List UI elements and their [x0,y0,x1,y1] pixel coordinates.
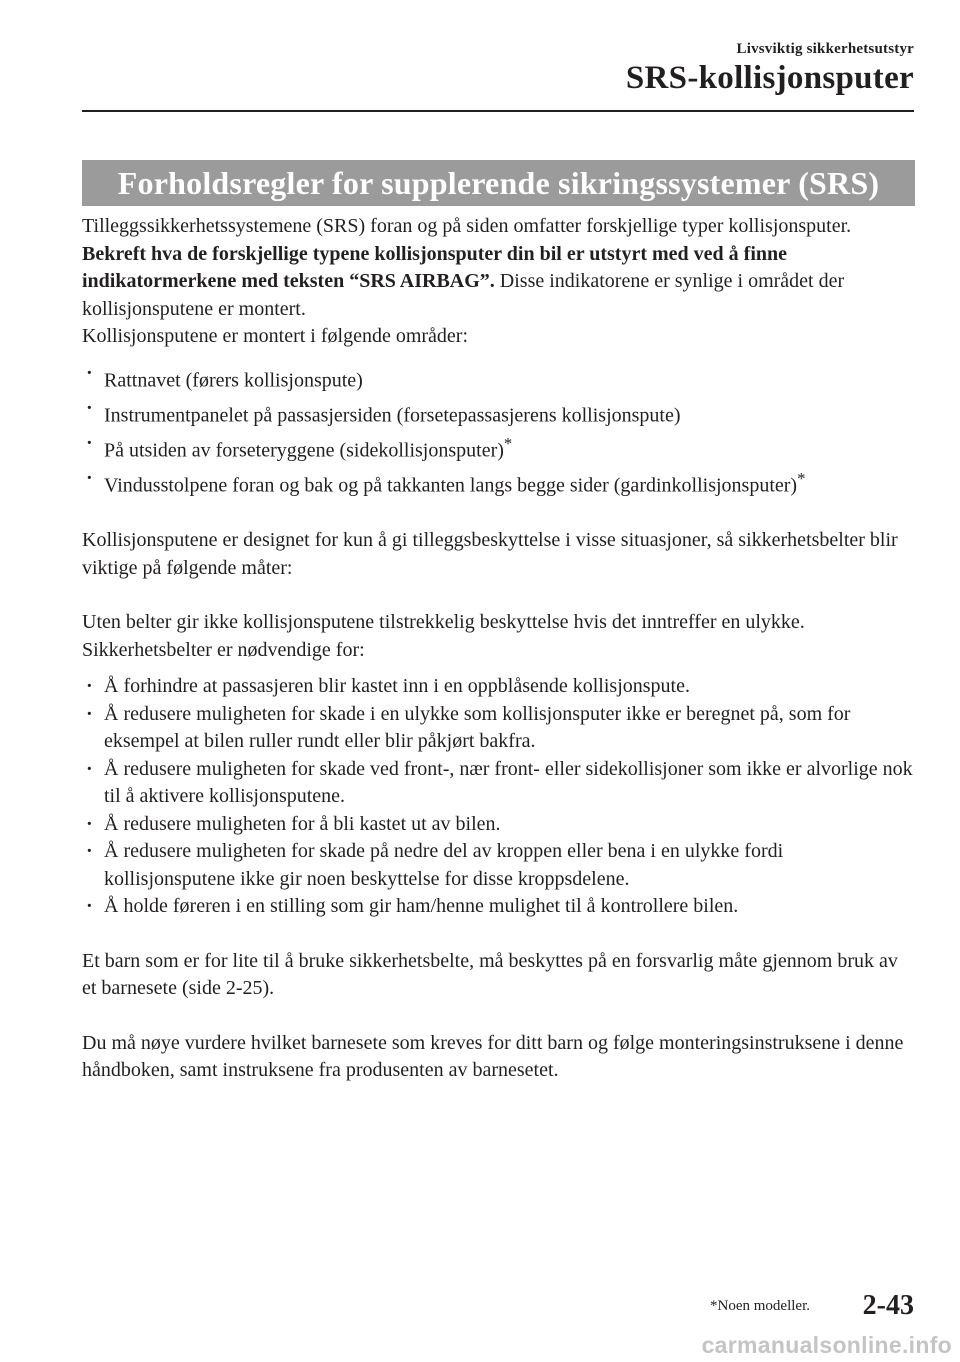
footnote-mark: * [797,468,806,488]
belt-reasons-list [82,673,916,921]
list-item: · Å redusere muligheten for skade i en ulykke som kollisjonsputer ikke er beregnet på, som for eksempel at bilen ruller rundt eller blir påkjørt bakfra. [82,701,916,756]
list-item: · Vindusstolpene foran og bak og på takkanten langs begge sider (gardinkollisjonsputer)* [82,465,916,500]
list-item: · På utsiden av forseteryggene (sidekollisjonsputer)* [82,430,916,465]
designed-paragraph: Kollisjonsputene er designet for kun å gi tilleggsbeskyttelse i visse situasjoner, så sikkerhetsbelter blir viktige på følgende måter: [82,529,898,579]
section-label: Livsviktig sikkerhetsutstyr [736,41,914,57]
list-item: · Å holde føreren i en stilling som gir ham/henne mulighet til å kontrollere bilen. [82,893,916,921]
footnote: *Noen modeller. [710,1298,810,1314]
airbag-locations-list [82,360,916,501]
child-paragraph: Et barn som er for lite til å bruke sikkerhetsbelte, må beskyttes på en forsvarlig måte gjennom bruk av et barnesete (side 2-25). [82,949,898,1000]
list-item: · Rattnavet (førers kollisjonspute) [82,360,916,395]
spacer [82,664,916,673]
list-item: · Instrumentpanelet på passasjersiden (forsetepassasjerens kollisjonspute) [82,395,916,430]
footnote-mark: * [503,433,513,453]
page-number: 2-43 [862,1290,914,1321]
list-item: · Å redusere muligheten for å bli kastet ut av bilen. [82,811,916,839]
spacer [82,500,916,527]
spacer [82,1003,916,1030]
intro-locations-line: Kollisjonsputene er montert i følgende områder: [82,325,469,347]
intro-paragraph [82,213,916,323]
spacer [82,921,916,948]
spacer [82,582,916,609]
child-seat-paragraph: Du må nøye vurdere hvilket barnesete som kreves for ditt barn og følge monteringsinstruksene i denne håndboken, samt instruksene fra produsenten av barnesetet. [82,1031,904,1082]
watermark: carmanualsonline.info [701,1332,952,1358]
page-content [82,213,916,1085]
list-item: · Å redusere muligheten for skade på nedre del av kroppen eller bena i en ulykke fordi kollisjonsputene ikke gir noen beskyttelse for disse kroppsdelene. [82,838,916,893]
list-item: · Å redusere muligheten for skade ved front-, nær front- eller sidekollisjoner som ikke er alvorlige nok til å aktivere kollisjonsputene. [82,756,916,811]
intro-text-1: Tilleggssikkerhetssystemene (SRS) foran og på siden omfatter forskjellige typer kollisjonsputer. [82,215,852,237]
spacer [82,351,916,360]
belts-needed-line: Sikkerhetsbelter er nødvendige for: [82,638,365,661]
section-banner: Forholdsregler for supplerende sikringssystemer (SRS) [82,160,915,206]
without-belts-line: Uten belter gir ikke kollisjonsputene tilstrekkelig beskyttelse hvis det inntreffer en ulykke. [82,611,805,634]
page-title: SRS-kollisjonsputer [625,60,914,96]
intro-bold-text: Bekreft hva de forskjellige typene kollisjonsputer din bil er utstyrt med ved å finne indikatormerkene med teksten “SRS AIRBAG”. [82,242,787,292]
list-item: · Å forhindre at passasjeren blir kastet inn i en oppblåsende kollisjonspute. [82,673,916,701]
header-rule [82,110,914,112]
intro-text-2: Disse indikatorene er synlige i området der kollisjonsputene er montert. [82,270,845,320]
